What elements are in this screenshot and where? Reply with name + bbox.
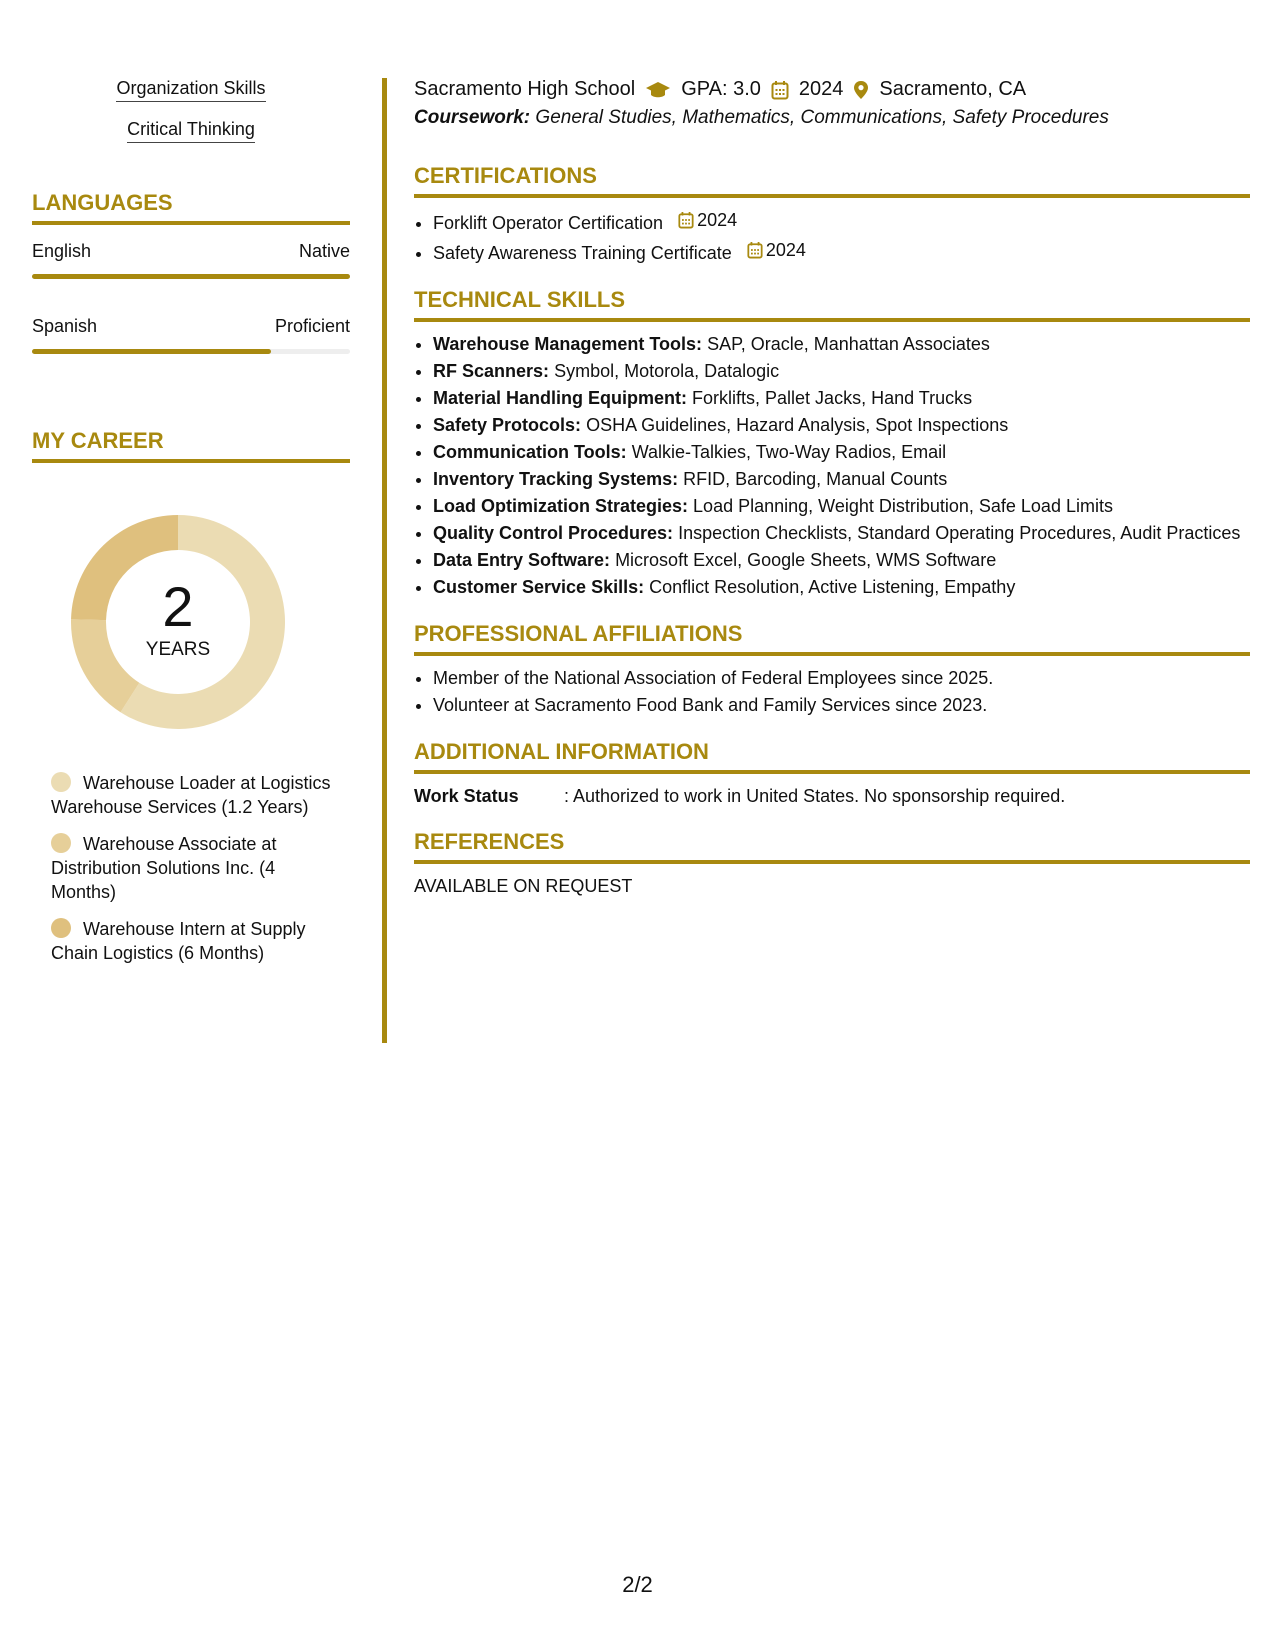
graduation-cap-icon	[645, 80, 671, 100]
skills-list	[32, 78, 350, 160]
list-item	[433, 440, 1250, 464]
skill-value: Conflict Resolution, Active Listening, Empathy	[649, 577, 1016, 597]
language-level: Proficient	[274, 316, 350, 336]
work-status-row	[414, 786, 1250, 807]
skill-item: Organization Skills	[116, 78, 265, 102]
skill-value: Microsoft Excel, Google Sheets, WMS Software	[615, 550, 997, 570]
skill-value: Inspection Checklists, Standard Operating Procedures, Audit Practices	[678, 523, 1241, 543]
skill-value: Forklifts, Pallet Jacks, Hand Trucks	[692, 388, 973, 408]
legend-item	[51, 917, 331, 965]
education-line	[414, 78, 1250, 101]
language-english	[32, 241, 350, 279]
legend-text: Warehouse Loader at Logistics Warehouse Services (1.2 Years)	[51, 773, 331, 817]
legend-dot	[51, 833, 71, 853]
language-bar	[32, 349, 350, 354]
technical-skills-list	[414, 332, 1250, 599]
list-item	[433, 467, 1250, 491]
legend-dot	[51, 918, 71, 938]
right-column	[414, 78, 1250, 897]
list-item	[433, 413, 1250, 437]
page-number: 2/2	[622, 1572, 653, 1597]
education-year: 2024	[798, 78, 844, 100]
language-level: Native	[298, 241, 350, 261]
calendar-icon	[678, 211, 694, 229]
legend-item	[51, 771, 331, 819]
list-item	[433, 332, 1250, 356]
list-item: • Volunteer at Sacramento Food Bank and Family Services since 2023.	[433, 693, 1250, 717]
skill-label: Safety Protocols:	[433, 415, 582, 435]
career-donut-chart	[63, 507, 293, 737]
list-item	[433, 359, 1250, 383]
skill-label: Warehouse Management Tools:	[433, 334, 703, 354]
education-location: Sacramento, CA	[879, 78, 1027, 100]
list-item	[433, 548, 1250, 572]
career-total-unit: YEARS	[145, 639, 211, 660]
skill-label: Data Entry Software:	[433, 550, 611, 570]
career-total-number: 2	[162, 575, 194, 638]
references-heading: REFERENCES	[414, 829, 1250, 864]
left-column	[32, 78, 350, 978]
skill-label: Communication Tools:	[433, 442, 627, 462]
legend-dot	[51, 772, 71, 792]
certifications-heading: CERTIFICATIONS	[414, 163, 1250, 198]
language-spanish	[32, 316, 350, 354]
coursework-list: General Studies, Mathematics, Communications, Safety Procedures	[535, 107, 1109, 128]
career-legend	[51, 771, 331, 965]
affiliations-list	[414, 666, 1250, 717]
coursework-line	[414, 107, 1250, 129]
list-item	[433, 521, 1250, 545]
skill-value: RFID, Barcoding, Manual Counts	[683, 469, 948, 489]
education-gpa: GPA: 3.0	[681, 78, 761, 100]
list-item	[433, 575, 1250, 599]
certification-year: 2024	[697, 210, 738, 230]
school-name: Sacramento High School	[414, 78, 636, 100]
skill-label: Customer Service Skills:	[433, 577, 645, 597]
language-name: English	[32, 241, 92, 261]
skill-value: OSHA Guidelines, Hazard Analysis, Spot Inspections	[586, 415, 1009, 435]
career-heading: MY CAREER	[32, 428, 350, 463]
language-bar-fill	[32, 274, 350, 279]
certification-year: 2024	[765, 240, 806, 260]
skill-label: Inventory Tracking Systems:	[433, 469, 679, 489]
certification-name: Forklift Operator Certification	[433, 213, 664, 233]
certification-name: Safety Awareness Training Certificate	[433, 243, 732, 263]
skill-label: Load Optimization Strategies:	[433, 496, 689, 516]
column-divider	[382, 78, 387, 1043]
legend-text: Warehouse Associate at Distribution Solutions Inc. (4 Months)	[51, 834, 277, 902]
language-name: Spanish	[32, 316, 98, 336]
legend-item	[51, 832, 331, 904]
list-item	[433, 208, 1250, 235]
skill-value: Walkie-Talkies, Two-Way Radios, Email	[631, 442, 947, 462]
language-bar-fill	[32, 349, 271, 354]
list-item: • Member of the National Association of Federal Employees since 2025.	[433, 666, 1250, 690]
skill-label: Material Handling Equipment:	[433, 388, 688, 408]
legend-text: Warehouse Intern at Supply Chain Logistics (6 Months)	[51, 919, 306, 963]
coursework-label: Coursework:	[414, 107, 531, 128]
list-item	[433, 494, 1250, 518]
affiliations-heading: PROFESSIONAL AFFILIATIONS	[414, 621, 1250, 656]
additional-info-heading: ADDITIONAL INFORMATION	[414, 739, 1250, 774]
list-item	[433, 386, 1250, 410]
list-item	[433, 238, 1250, 265]
skill-item: Critical Thinking	[127, 119, 255, 143]
calendar-icon	[771, 80, 789, 100]
certifications-list	[414, 208, 1250, 265]
skill-label: Quality Control Procedures:	[433, 523, 674, 543]
work-status-value: : Authorized to work in United States. No sponsorship required.	[564, 786, 1066, 806]
skill-value: Load Planning, Weight Distribution, Safe Load Limits	[693, 496, 1113, 516]
skill-value: Symbol, Motorola, Datalogic	[554, 361, 780, 381]
references-text: AVAILABLE ON REQUEST	[414, 876, 633, 896]
location-pin-icon	[853, 80, 869, 100]
languages-heading: LANGUAGES	[32, 190, 350, 225]
technical-skills-heading: TECHNICAL SKILLS	[414, 287, 1250, 322]
language-bar	[32, 274, 350, 279]
work-status-label: Work Status	[414, 786, 519, 806]
calendar-icon	[747, 241, 763, 259]
skill-value: SAP, Oracle, Manhattan Associates	[707, 334, 990, 354]
skill-label: RF Scanners:	[433, 361, 550, 381]
